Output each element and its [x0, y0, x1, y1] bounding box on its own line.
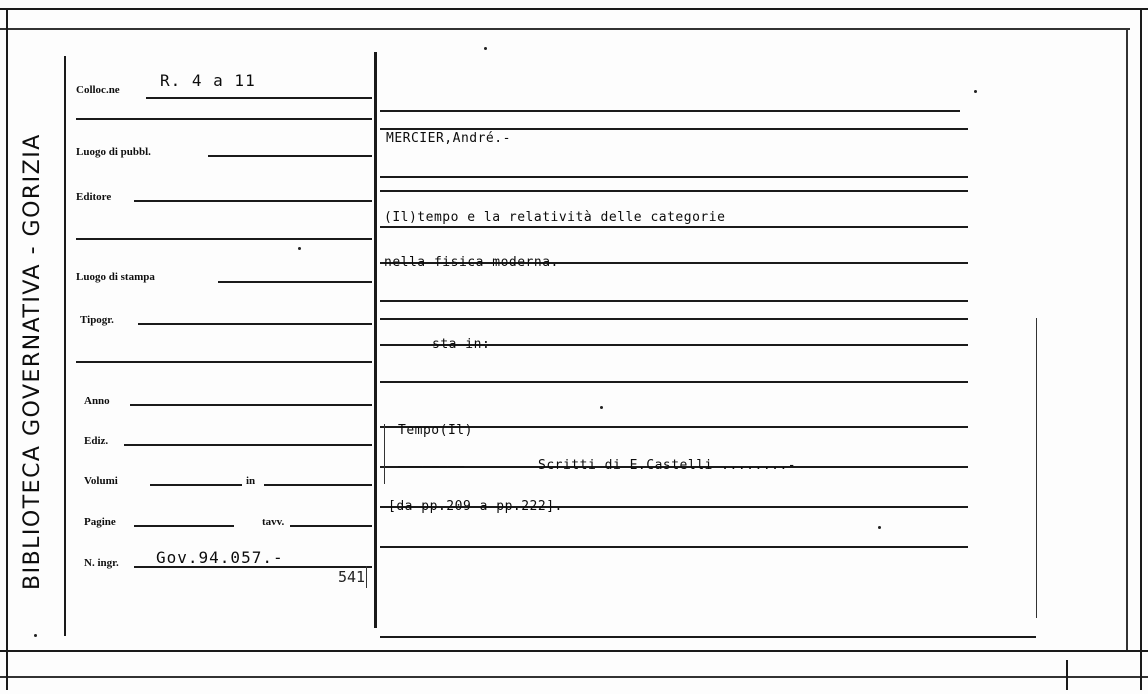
collocazione-value: R. 4 a 11: [160, 71, 256, 90]
luogo-stampa-label: Luogo di stampa: [76, 271, 155, 283]
tipografo-rule: [138, 323, 372, 325]
right-inner-border: [1126, 28, 1128, 650]
inner-bottom-edge: [380, 636, 1036, 638]
right-rule-5: [380, 226, 968, 228]
entry-pages: [da pp.209 a pp.222].: [388, 499, 563, 514]
top-inner-border: [0, 28, 1130, 30]
entry-title-line-1: (Il)tempo e la relatività delle categorie: [384, 210, 726, 225]
speck: [298, 247, 301, 250]
pagine-label: Pagine: [84, 516, 116, 528]
luogo-stampa-rule: [218, 281, 372, 283]
n-ingresso-tick: [366, 566, 367, 588]
tavole-label: tavv.: [262, 516, 285, 528]
right-rule-7: [380, 300, 968, 302]
middle-column-divider: [374, 52, 377, 628]
luogo-pubbl-rule: [208, 155, 372, 157]
bottom-right-mark: [1066, 660, 1068, 690]
inner-right-edge: [1036, 318, 1037, 618]
editore-rule: [134, 200, 372, 202]
anno-label: Anno: [84, 395, 110, 407]
edizione-rule: [124, 444, 372, 446]
bottom-lower-border: [0, 676, 1148, 678]
volumi-in-label: in: [246, 475, 256, 487]
entry-title-line-2: nella fisica moderna.: [384, 255, 559, 270]
n-ingresso-value: Gov.94.057.-: [156, 548, 284, 567]
entry-bracket-left: [384, 424, 385, 484]
left-border: [6, 10, 8, 690]
speck: [974, 90, 977, 93]
bottom-border: [0, 650, 1148, 652]
tipografo-rule-2: [76, 361, 372, 363]
top-border: [0, 8, 1148, 10]
volumi-in-rule: [264, 484, 372, 486]
n-ingresso-extra: 541: [338, 568, 366, 586]
luogo-pubbl-label: Luogo di pubbl.: [76, 146, 151, 158]
left-column-divider: [64, 56, 66, 636]
right-rule-3: [380, 176, 968, 178]
right-rule-8: [380, 318, 968, 320]
pagine-rule: [134, 525, 234, 527]
right-rule-4: [380, 190, 968, 192]
right-rule-2: [380, 128, 968, 130]
entry-author: MERCIER,André.-: [386, 131, 511, 146]
entry-series: Scritti di E.Castelli ........-: [538, 458, 797, 473]
volumi-label: Volumi: [84, 475, 118, 487]
entry-in-label: sta in:: [432, 337, 491, 352]
speck: [34, 634, 37, 637]
collocazione-label: Colloc.ne: [76, 84, 120, 96]
tavole-rule: [290, 525, 372, 527]
right-rule-10: [380, 381, 968, 383]
collocazione-rule: [146, 97, 372, 99]
library-title: BIBLIOTECA GOVERNATIVA - GORIZIA: [20, 133, 45, 590]
entry-series-dash: ________: [398, 453, 465, 468]
editore-label: Editore: [76, 191, 112, 203]
n-ingresso-label: N. ingr.: [84, 557, 119, 569]
speck: [484, 47, 487, 50]
right-rule-1: [380, 110, 960, 112]
speck: [878, 526, 881, 529]
speck: [600, 406, 603, 409]
entry-subject: Tempo(Il): [398, 423, 473, 438]
edizione-label: Ediz.: [84, 435, 109, 447]
right-border: [1140, 10, 1142, 690]
tipografo-label: Tipogr.: [80, 314, 114, 326]
editore-rule-2: [76, 238, 372, 240]
right-rule-14: [380, 546, 968, 548]
anno-rule: [130, 404, 372, 406]
volumi-rule: [150, 484, 242, 486]
rule-after-collocazione: [76, 118, 372, 120]
